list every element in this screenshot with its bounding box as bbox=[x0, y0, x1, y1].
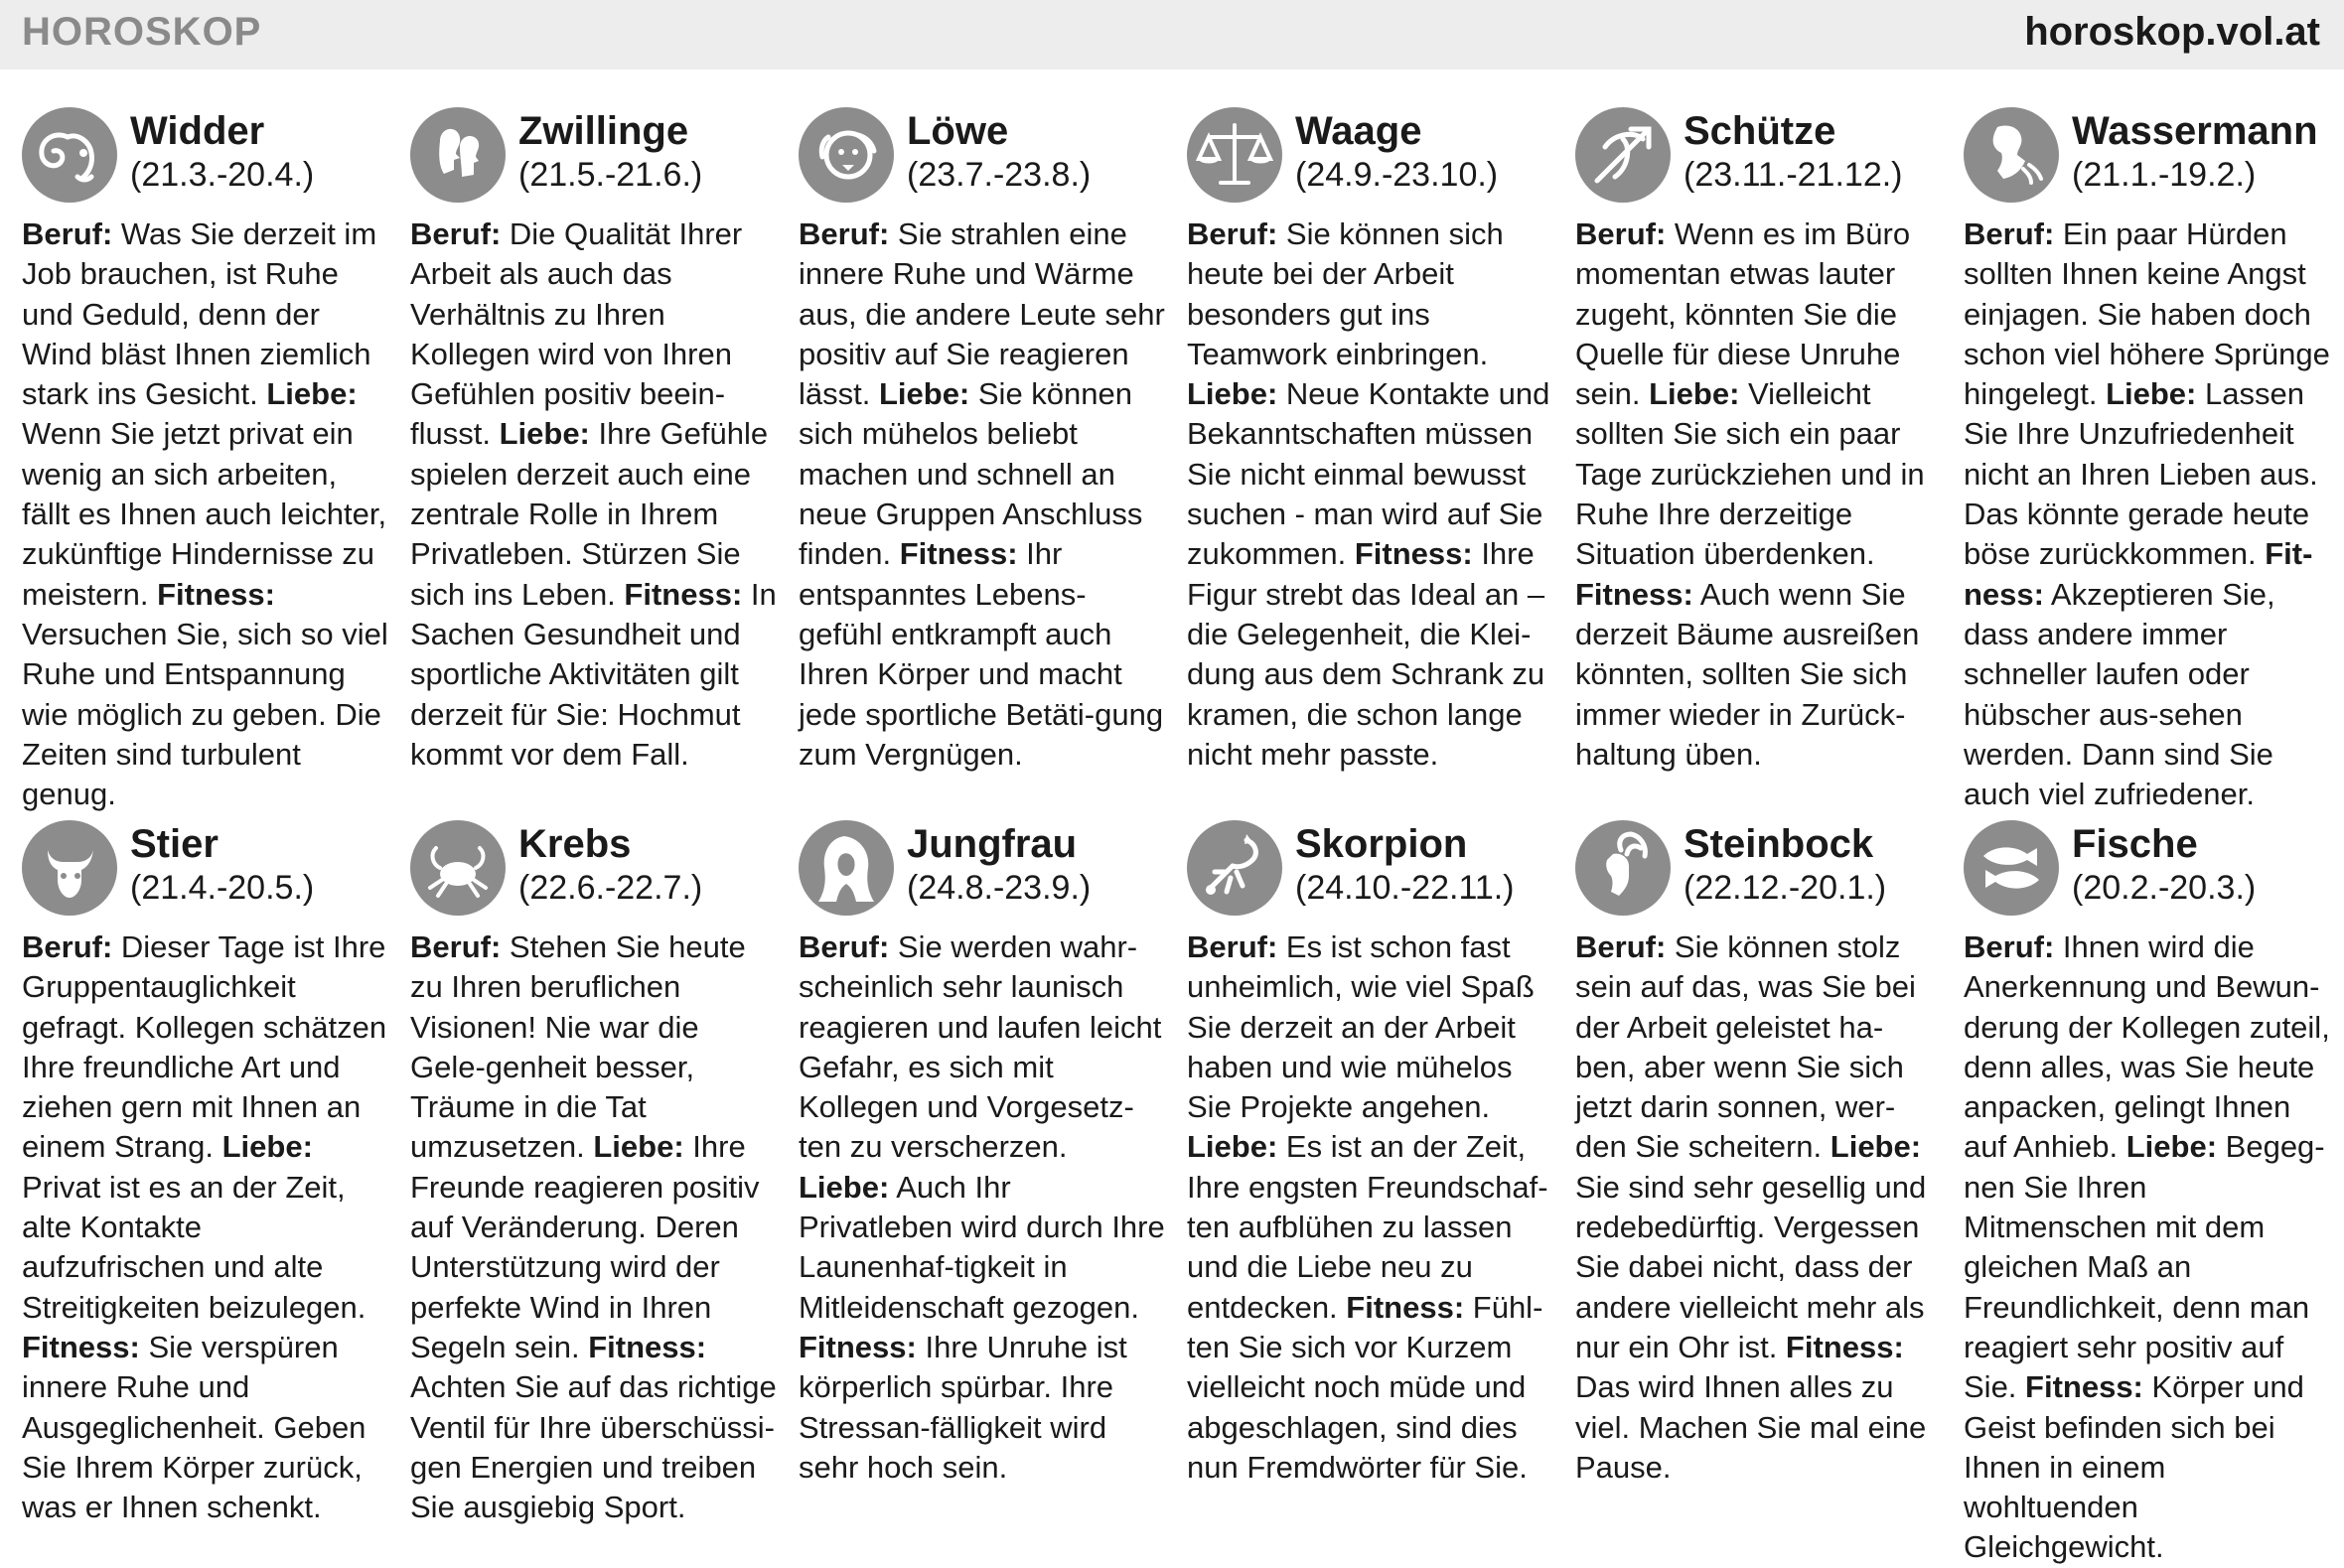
fitness-label: Fitness: bbox=[2025, 1369, 2143, 1405]
liebe-text: Sie sind sehr gesellig und redebedürftig. Vergessen Sie dabei nicht, dass der andere vielleicht mehr als nur ein Ohr ist. bbox=[1575, 1169, 1927, 1364]
sign-header bbox=[799, 107, 1166, 214]
sign-skorpion bbox=[1187, 820, 1554, 1488]
sign-header bbox=[22, 107, 389, 214]
sign-forecast bbox=[1575, 214, 1943, 775]
beruf-label: Beruf: bbox=[22, 216, 113, 251]
sign-waage bbox=[1187, 107, 1554, 775]
sign-loewe bbox=[799, 107, 1166, 775]
sign-header bbox=[1575, 107, 1943, 214]
sign-date: (21.1.-19.2.) bbox=[2072, 156, 2257, 194]
fitness-text: Ihre Figur strebt das Ideal an – die Gelegenheit, die Klei-dung aus dem Schrank zu kramen, die schon lange nicht mehr passte. bbox=[1187, 536, 1545, 772]
beruf-text: Ein paar Hürden sollten Ihnen keine Angst einjagen. Sie haben doch schon viel höhere Sprünge hingelegt. bbox=[1964, 216, 2330, 412]
fitness-label: Fitness: bbox=[1575, 576, 1693, 612]
sign-jungfrau bbox=[799, 820, 1166, 1488]
scorpion-icon bbox=[1187, 820, 1282, 916]
sign-name: Waage bbox=[1295, 109, 1422, 153]
beruf-label: Beruf: bbox=[22, 929, 113, 964]
sign-header bbox=[1187, 820, 1554, 927]
fitness-label: Fitness: bbox=[899, 536, 1018, 572]
sign-name: Fische bbox=[2072, 822, 2198, 866]
twins-icon bbox=[410, 107, 506, 203]
sign-date: (24.9.-23.10.) bbox=[1295, 156, 1499, 194]
page-header bbox=[0, 0, 2344, 70]
beruf-text: Sie werden wahr-scheinlich sehr launisch reagieren und laufen leicht Gefahr, es sich mit Kollegen und Vorgesetz-ten zu verscherzen. bbox=[799, 929, 1162, 1165]
liebe-text: Ihre Freunde reagieren positiv auf Veränderung. Deren Unterstützung wird der perfekte Wind in Ihren Segeln sein. bbox=[410, 1129, 760, 1364]
fitness-text: Sie verspüren innere Ruhe und Ausgeglichenheit. Geben Sie Ihrem Körper zurück, was er Ihnen schenkt. bbox=[22, 1329, 366, 1525]
sign-stier bbox=[22, 820, 389, 1527]
liebe-label: Liebe: bbox=[1187, 376, 1278, 412]
water-bearer-icon bbox=[1964, 107, 2059, 203]
sign-header bbox=[799, 820, 1166, 927]
beruf-label: Beruf: bbox=[1964, 216, 2055, 251]
sign-name: Steinbock bbox=[1684, 822, 1874, 866]
sign-date: (21.3.-20.4.) bbox=[130, 156, 315, 194]
crab-icon bbox=[410, 820, 506, 916]
liebe-text: Privat ist es an der Zeit, alte Kontakte aufzufrischen und alte Streitigkeiten beizulegen. bbox=[22, 1169, 366, 1325]
sign-forecast bbox=[799, 214, 1166, 775]
archer-icon bbox=[1575, 107, 1671, 203]
sign-schuetze bbox=[1575, 107, 1943, 775]
beruf-text: Dieser Tage ist Ihre Gruppentauglichkeit gefragt. Kollegen schätzen Ihre freundliche Art und ziehen gern mit Ihnen an einem Strang. bbox=[22, 929, 387, 1165]
capricorn-icon bbox=[1575, 820, 1671, 916]
sign-forecast bbox=[799, 927, 1166, 1488]
beruf-label: Beruf: bbox=[799, 929, 890, 964]
liebe-label: Liebe: bbox=[266, 376, 358, 412]
virgin-icon bbox=[799, 820, 894, 916]
bull-icon bbox=[22, 820, 117, 916]
sign-wassermann bbox=[1964, 107, 2331, 814]
sign-forecast bbox=[410, 214, 778, 775]
beruf-text: Stehen Sie heute zu Ihren beruflichen Visionen! Nie war die Gele-genheit besser, Träume in die Tat umzusetzen. bbox=[410, 929, 746, 1165]
sign-name: Skorpion bbox=[1295, 822, 1468, 866]
sign-date: (24.10.-22.11.) bbox=[1295, 869, 1515, 907]
beruf-text: Die Qualität Ihrer Arbeit als auch das Verhältnis zu Ihren Kollegen wird von Ihren Gefühlen positiv beein-flusst. bbox=[410, 216, 743, 452]
fitness-text: Ihre Unruhe ist körperlich spürbar. Ihre Stressan-fälligkeit wird sehr hoch sein. bbox=[799, 1329, 1127, 1485]
site-url-link[interactable]: horoskop.vol.at bbox=[2024, 10, 2320, 54]
beruf-label: Beruf: bbox=[1575, 929, 1667, 964]
fitness-label: Fitness: bbox=[1785, 1329, 1904, 1364]
fish-icon bbox=[1964, 820, 2059, 916]
liebe-text: Neue Kontakte und Bekanntschaften müssen Sie nicht einmal bewusst suchen - man wird auf Sie zukommen. bbox=[1187, 376, 1550, 572]
liebe-text: Lassen Sie Ihre Unzufriedenheit nicht an Ihren Lieben aus. Das könnte gerade heute böse zurückkommen. bbox=[1964, 376, 2318, 572]
sign-header bbox=[1187, 107, 1554, 214]
fitness-label: Fitness: bbox=[1354, 536, 1473, 572]
liebe-label: Liebe: bbox=[799, 1169, 890, 1205]
sign-name: Zwillinge bbox=[518, 109, 689, 153]
liebe-label: Liebe: bbox=[1830, 1129, 1922, 1165]
sign-header bbox=[410, 820, 778, 927]
beruf-text: Es ist schon fast unheimlich, wie viel Spaß Sie derzeit an der Arbeit haben und wie mühelos Sie Projekte angehen. bbox=[1187, 929, 1535, 1125]
sign-name: Jungfrau bbox=[907, 822, 1078, 866]
sign-forecast bbox=[22, 214, 389, 814]
beruf-label: Beruf: bbox=[1964, 929, 2055, 964]
sign-name: Stier bbox=[130, 822, 219, 866]
sign-forecast bbox=[1964, 927, 2331, 1568]
sign-forecast bbox=[1575, 927, 1943, 1488]
liebe-text: Es ist an der Zeit, Ihre engsten Freundschaf-ten aufblühen zu lassen und die Liebe neu zu entdecken. bbox=[1187, 1129, 1548, 1325]
liebe-label: Liebe: bbox=[878, 376, 970, 412]
liebe-text: Auch Ihr Privatleben wird durch Ihre Launenhaf-tigkeit in Mitleidenschaft gezogen. bbox=[799, 1169, 1165, 1325]
sign-forecast bbox=[1187, 927, 1554, 1488]
sign-name: Wassermann bbox=[2072, 109, 2318, 153]
fitness-label: Fitness: bbox=[1346, 1289, 1465, 1325]
sign-zwillinge bbox=[410, 107, 778, 775]
fitness-label: Fitness: bbox=[588, 1329, 707, 1364]
sign-date: (23.7.-23.8.) bbox=[907, 156, 1092, 194]
lion-icon bbox=[799, 107, 894, 203]
liebe-label: Liebe: bbox=[2125, 1129, 2218, 1165]
beruf-text: Was Sie derzeit im Job brauchen, ist Ruhe und Geduld, denn der Wind bläst Ihnen ziemlich stark ins Gesicht. bbox=[22, 216, 377, 412]
beruf-label: Beruf: bbox=[410, 929, 502, 964]
sign-name: Löwe bbox=[907, 109, 1009, 153]
sign-widder bbox=[22, 107, 389, 814]
sign-header bbox=[1575, 820, 1943, 927]
fitness-text: Das wird Ihnen alles zu viel. Machen Sie mal eine Pause. bbox=[1575, 1369, 1927, 1485]
sign-date: (23.11.-21.12.) bbox=[1684, 156, 1903, 194]
fitness-text: In Sachen Gesundheit und sportliche Aktivitäten gilt derzeit für Sie: Hochmut kommt vor dem Fall. bbox=[410, 576, 777, 772]
fitness-label: Fit-ness: bbox=[1964, 536, 2313, 612]
liebe-label: Liebe: bbox=[593, 1129, 684, 1165]
sign-header bbox=[1964, 820, 2331, 927]
sign-date: (21.5.-21.6.) bbox=[518, 156, 703, 194]
liebe-label: Liebe: bbox=[499, 416, 590, 452]
liebe-label: Liebe: bbox=[1649, 376, 1740, 412]
fitness-text: Achten Sie auf das richtige Ventil für Ihre überschüssi-gen Energien und treiben Sie ausgiebig Sport. bbox=[410, 1369, 777, 1525]
sign-fische bbox=[1964, 820, 2331, 1568]
liebe-label: Liebe: bbox=[221, 1129, 313, 1165]
sign-forecast bbox=[1187, 214, 1554, 775]
ram-icon bbox=[22, 107, 117, 203]
liebe-text: Begeg-nen Sie Ihren Mitmenschen mit dem gleichen Maß an Freundlichkeit, denn man reagiert sehr positiv auf Sie. bbox=[1964, 1129, 2325, 1405]
fitness-text: Akzeptieren Sie, dass andere immer schneller laufen oder hübscher aus-sehen werden. Dann sind Sie auch viel zufriedener. bbox=[1964, 576, 2275, 812]
scales-icon bbox=[1187, 107, 1282, 203]
sign-forecast bbox=[410, 927, 778, 1527]
sign-steinbock bbox=[1575, 820, 1943, 1488]
sign-date: (22.12.-20.1.) bbox=[1684, 869, 1887, 907]
fitness-label: Fitness: bbox=[157, 576, 275, 612]
beruf-text: Ihnen wird die Anerkennung und Bewun-derung der Kollegen zuteil, denn alles, was Sie heute anpacken, gelingt Ihnen auf Anhieb. bbox=[1964, 929, 2330, 1165]
sign-krebs bbox=[410, 820, 778, 1527]
liebe-text: Ihre Gefühle spielen derzeit auch eine zentrale Rolle in Ihrem Privatleben. Stürzen Sie sich ins Leben. bbox=[410, 416, 769, 612]
fitness-text: Körper und Geist befinden sich bei Ihnen in einem wohltuenden Gleichgewicht. bbox=[1964, 1369, 2304, 1565]
fitness-text: Fühl-ten Sie sich vor Kurzem vielleicht noch müde und abgeschlagen, sind dies nun Fremdwörter für Sie. bbox=[1187, 1289, 1543, 1485]
fitness-label: Fitness: bbox=[22, 1329, 140, 1364]
sign-name: Widder bbox=[130, 109, 265, 153]
sign-date: (20.2.-20.3.) bbox=[2072, 869, 2257, 907]
sign-date: (24.8.-23.9.) bbox=[907, 869, 1092, 907]
beruf-text: Wenn es im Büro momentan etwas lauter zugeht, könnten Sie die Quelle für diese Unruhe sein. bbox=[1575, 216, 1911, 412]
sign-header bbox=[22, 820, 389, 927]
sign-forecast bbox=[1964, 214, 2331, 814]
sign-forecast bbox=[22, 927, 389, 1527]
sign-date: (21.4.-20.5.) bbox=[130, 869, 315, 907]
beruf-text: Sie strahlen eine innere Ruhe und Wärme aus, die andere Leute sehr positiv auf Sie reagieren lässt. bbox=[799, 216, 1165, 412]
liebe-text: Wenn Sie jetzt privat ein wenig an sich arbeiten, fällt es Ihnen auch leichter, zukünftige Hindernisse zu meistern. bbox=[22, 416, 387, 612]
beruf-text: Sie können stolz sein auf das, was Sie bei der Arbeit geleistet ha-ben, aber wenn Sie sich jetzt darin sonnen, wer-den Sie scheitern. bbox=[1575, 929, 1916, 1165]
sign-header bbox=[410, 107, 778, 214]
fitness-text: Auch wenn Sie derzeit Bäume ausreißen könnten, sollten Sie sich immer wieder in Zurück-haltung üben. bbox=[1575, 576, 1920, 772]
beruf-label: Beruf: bbox=[1187, 929, 1278, 964]
beruf-text: Sie können sich heute bei der Arbeit besonders gut ins Teamwork einbringen. bbox=[1187, 216, 1504, 371]
sign-date: (22.6.-22.7.) bbox=[518, 869, 703, 907]
liebe-text: Vielleicht sollten Sie sich ein paar Tage zurückziehen und in Ruhe Ihre derzeitige Situation überdenken. bbox=[1575, 376, 1925, 572]
beruf-label: Beruf: bbox=[410, 216, 502, 251]
fitness-label: Fitness: bbox=[799, 1329, 917, 1364]
sign-header bbox=[1964, 107, 2331, 214]
liebe-label: Liebe: bbox=[2106, 376, 2197, 412]
fitness-label: Fitness: bbox=[624, 576, 743, 612]
fitness-text: Ihr entspanntes Lebens-gefühl entkrampft auch Ihren Körper und macht jede sportliche Betäti-gung zum Vergnügen. bbox=[799, 536, 1164, 772]
beruf-label: Beruf: bbox=[1575, 216, 1667, 251]
liebe-label: Liebe: bbox=[1187, 1129, 1278, 1165]
sign-name: Schütze bbox=[1684, 109, 1836, 153]
sign-name: Krebs bbox=[518, 822, 632, 866]
section-title: HOROSKOP bbox=[22, 10, 262, 54]
beruf-label: Beruf: bbox=[1187, 216, 1278, 251]
beruf-label: Beruf: bbox=[799, 216, 890, 251]
fitness-text: Versuchen Sie, sich so viel Ruhe und Entspannung wie möglich zu geben. Die Zeiten sind turbulent genug. bbox=[22, 616, 388, 812]
liebe-text: Sie können sich mühelos beliebt machen und schnell an neue Gruppen Anschluss finden. bbox=[799, 376, 1143, 572]
